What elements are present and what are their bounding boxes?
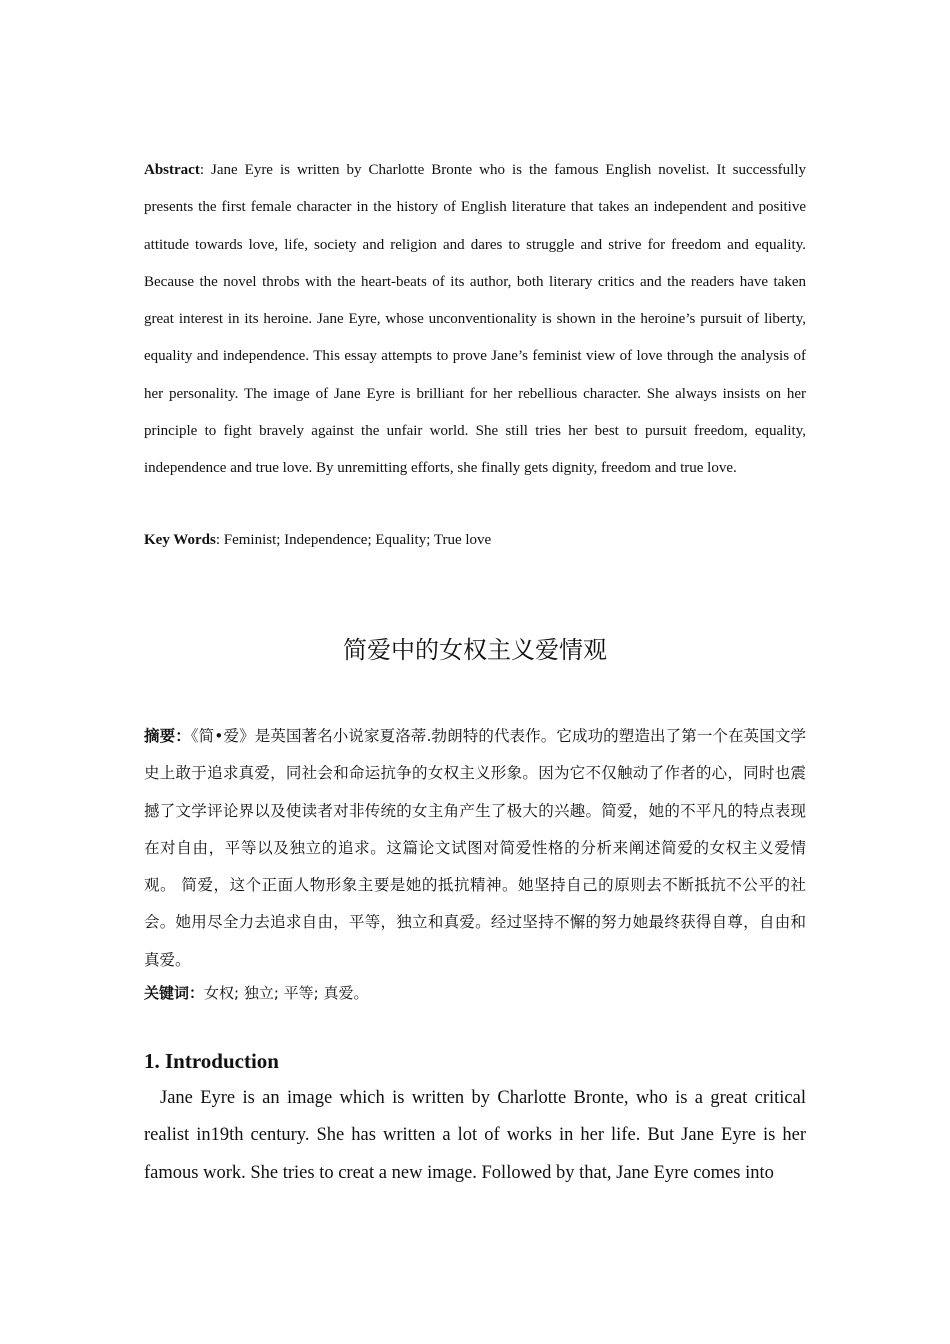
keywords-text: : Feminist; Independence; Equality; True love — [215, 532, 492, 548]
abstract-zh — [144, 718, 806, 979]
abstract-zh-text: 《简•爱》是英国著名小说家夏洛蒂.勃朗特的代表作。它成功的塑造出了第一个在英国文学史上敢于追求真爱，同社会和命运抗争的女权主义形象。因为它不仅触动了作者的心，同时也震撼了文学评论界以及使读者对非传统的女主角产生了极大的兴趣。简爱，她的不平凡的特点表现在对自由，平等以及独立的追求。这篇论文试图对简爱性格的分析来阐述简爱的女权主义爱情观。 简爱，这个正面人物形象主要是她的抵抗精神。她坚持自己的原则去不断抵抗不公平的社会。她用尽全力去追求自由，平等，独立和真爱。经过坚持不懈的努力她最终获得自尊，自由和真爱。 — [144, 727, 806, 969]
abstract-zh-label: 摘要： — [144, 727, 191, 745]
keywords-zh-label: 关键词： — [144, 984, 205, 1002]
keywords-en — [144, 528, 806, 552]
abstract-text: : Jane Eyre is written by Charlotte Bronte who is the famous English novelist. It successfully presents the first female character in the history of English literature that takes an independent and positive attitude towards love, life, society and religion and dares to struggle and strive for freedom and equality. Because the novel throbs with the heart-beats of its author, both literary critics and the readers have taken great interest in its heroine. Jane Eyre, whose unconventionality is shown in the heroine’s pursuit of liberty, equality and independence. This essay attempts to prove Jane’s feminist view of love through the analysis of her personality. The image of Jane Eyre is brilliant for her rebellious character. She always insists on her principle to fight bravely against the unfair world. She still tries her best to pursuit freedom, equality, independence and true love. By unremitting efforts, she finally gets dignity, freedom and true love. — [144, 162, 806, 477]
section-heading: 1. Introduction — [144, 1049, 279, 1073]
abstract-en — [144, 152, 806, 488]
keywords-zh — [144, 981, 806, 1005]
chinese-title: 简爱中的女权主义爱情观 — [343, 636, 607, 664]
abstract-label: Abstract — [144, 162, 200, 178]
keywords-label: Key Words — [144, 532, 216, 548]
section-body: Jane Eyre is an image which is written by Charlotte Bronte, who is a great critical realist in19th century. She has written a lot of works in her life. But Jane Eyre is her famous work. She tries to creat a new image. Followed by that, Jane Eyre comes into — [144, 1088, 806, 1183]
keywords-zh-text: 女权; 独立; 平等; 真爱。 — [204, 984, 369, 1002]
